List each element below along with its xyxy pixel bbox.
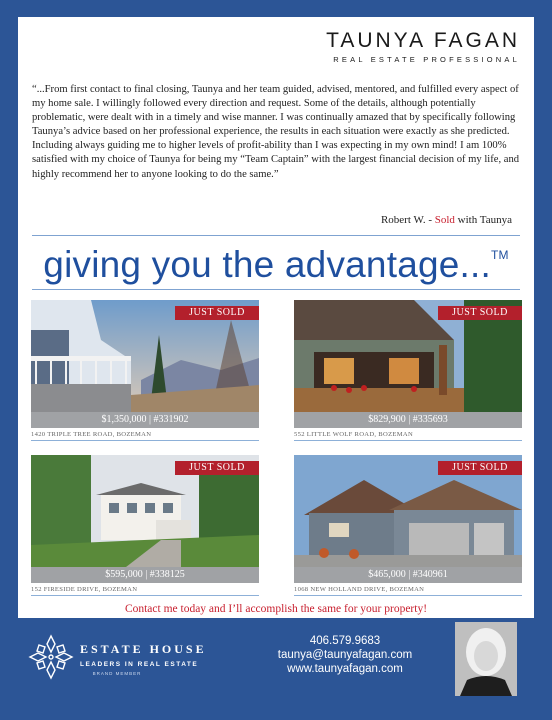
divider-bottom	[32, 289, 520, 290]
just-sold-badge: JUST SOLD	[175, 306, 259, 320]
testimonial-signature	[381, 214, 512, 226]
signature-tail: with Taunya	[457, 214, 512, 226]
contact-website[interactable]: www.taunyafagan.com	[287, 663, 403, 675]
brand-name: TAUNYA FAGAN	[326, 29, 520, 52]
estate-house-brand	[80, 642, 207, 676]
testimonial-text: “...From first contact to final closing, Taunya and her team guided, advised, mentored, and fulfilled every aspect of my home sale. I willingly followed every direction and request. Some of the details, although potentially problematic, were dealt with in a timely and wise manner. I was continually amazed that by specifically following Taunya’s advice based on her professional experience, the results in each situation were exactly as she predicted. Including always guiding me to higher levels of profit-ability than I was expecting in my own mind! I am 100% satisfied with my choice of Taunya for being my “Team Captain” with the largest financial decision of my life, and highly recommend her to anyone looking to do the same.”	[32, 84, 520, 180]
signature-name: Robert W. -	[380, 214, 432, 226]
listing-card[interactable]	[294, 300, 522, 441]
listing-price: $595,000 | #338125	[31, 567, 259, 583]
contact-phone[interactable]: 406.579.9683	[309, 635, 381, 647]
estate-house-logo-icon	[28, 634, 74, 685]
just-sold-badge: JUST SOLD	[438, 461, 522, 475]
listing-photo[interactable]	[31, 300, 259, 412]
signature-sold: Sold	[434, 214, 455, 226]
brand-logo	[326, 29, 520, 64]
contact-block	[260, 634, 430, 676]
headline-text: giving you the advantage...	[43, 244, 491, 285]
company-tagline: LEADERS IN REAL ESTATE	[80, 661, 199, 668]
listing-photo[interactable]	[294, 300, 522, 412]
listing-card[interactable]	[31, 455, 259, 596]
call-to-action: Contact me today and I’ll accomplish the same for your property!	[124, 603, 428, 615]
just-sold-badge: JUST SOLD	[438, 306, 522, 320]
listing-address: 152 FIRESIDE DRIVE, BOZEMAN	[31, 583, 259, 596]
listing-price: $465,000 | #340961	[294, 567, 522, 583]
listing-address: 552 LITTLE WOLF ROAD, BOZEMAN	[294, 428, 522, 441]
listing-card[interactable]	[31, 300, 259, 441]
just-sold-badge: JUST SOLD	[175, 461, 259, 475]
headline	[18, 244, 534, 286]
listing-photo[interactable]	[31, 455, 259, 567]
trademark-mark: TM	[490, 248, 509, 262]
contact-email[interactable]: taunya@taunyafagan.com	[277, 649, 413, 661]
listing-photo[interactable]	[294, 455, 522, 567]
company-member: BRAND MEMBER	[92, 671, 142, 676]
company-name: ESTATE HOUSE	[80, 642, 207, 656]
listing-address: 1420 TRIPLE TREE ROAD, BOZEMAN	[31, 428, 259, 441]
listing-price: $829,900 | #335693	[294, 412, 522, 428]
listing-price: $1,350,000 | #331902	[31, 412, 259, 428]
agent-headshot	[455, 622, 517, 696]
flyer-page	[18, 17, 534, 618]
listing-card[interactable]	[294, 455, 522, 596]
listing-address: 1068 NEW HOLLAND DRIVE, BOZEMAN	[294, 583, 522, 596]
brand-subtitle: REAL ESTATE PROFESSIONAL	[333, 55, 520, 64]
divider-top	[32, 235, 520, 236]
